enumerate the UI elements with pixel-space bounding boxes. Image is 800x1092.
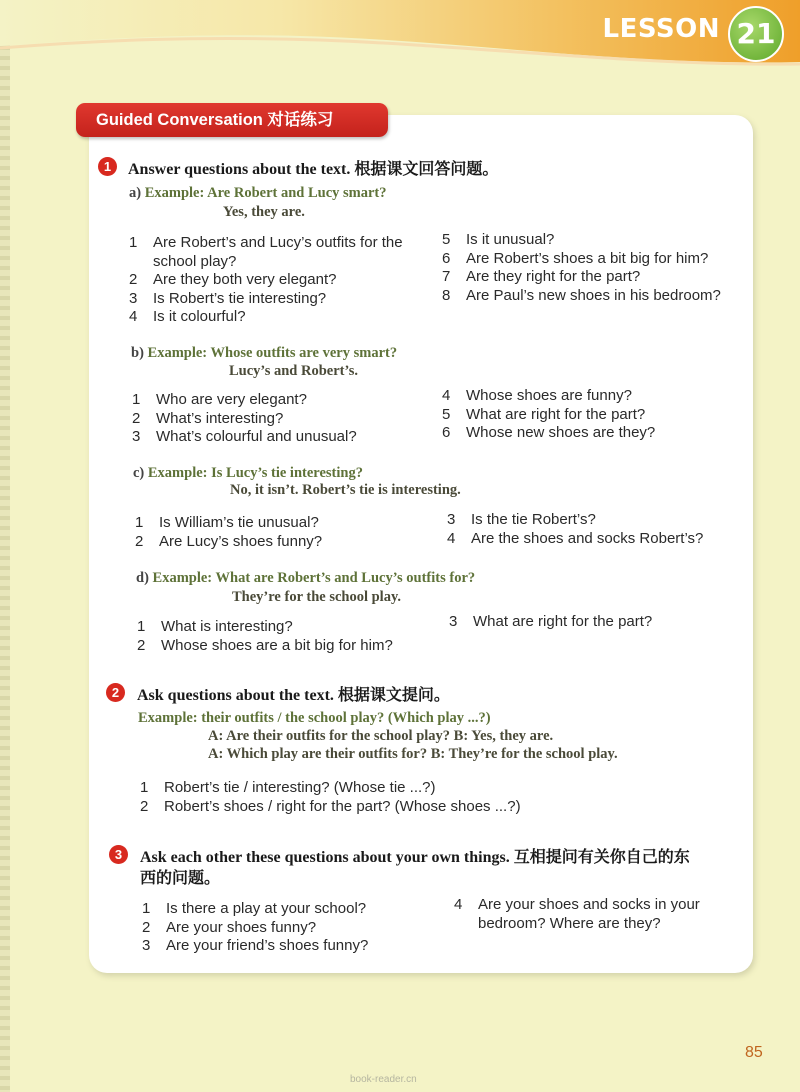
exercise-2-items xyxy=(140,778,521,816)
section-tab: Guided Conversation 对话练习 xyxy=(76,103,388,137)
page-binding-edge xyxy=(0,0,10,1092)
questions-b-right xyxy=(442,387,655,443)
watermark: book-reader.cn xyxy=(350,1074,417,1085)
exercise-2-heading: Ask questions about the text. 根据课文提问。 xyxy=(137,687,450,704)
question-item: 1 Is William’s tie unusual? xyxy=(135,514,319,531)
lesson-label: LESSON xyxy=(602,14,720,44)
questions-c-right xyxy=(447,510,703,548)
question-item: 2 Are Lucy’s shoes funny? xyxy=(135,533,323,550)
question-item: 6 Whose new shoes are they? xyxy=(442,424,656,441)
example-a-answer: Yes, they are. xyxy=(223,204,305,220)
exercise-3-left xyxy=(142,900,368,956)
example-d-question: Example: What are Robert’s and Lucy’s outfits for? xyxy=(152,570,476,586)
exercise-1-number: 1 xyxy=(98,157,117,176)
example-a-tag: a) xyxy=(129,185,142,201)
question-item: 1 Are Robert’s and Lucy’s outfits for the xyxy=(129,234,403,251)
question-item: 3 Is Robert’s tie interesting? xyxy=(129,289,327,307)
exercise-3-right xyxy=(454,896,700,933)
questions-d-left xyxy=(137,617,393,655)
exercise-2-answer-1: A: Are their outfits for the school play? B: Yes, they are. xyxy=(208,728,554,744)
questions-c-left xyxy=(135,513,322,551)
lesson-banner xyxy=(0,0,800,70)
question-item: 8 Are Paul’s new shoes in his bedroom? xyxy=(442,286,721,304)
example-c-question: Example: Is Lucy’s tie interesting? xyxy=(147,465,363,481)
question-item: 2 Whose shoes are a bit big for him? xyxy=(137,637,393,654)
question-item: 5 What are right for the part? xyxy=(442,405,646,423)
example-c-answer: No, it isn’t. Robert’s tie is interesting. xyxy=(230,482,461,498)
question-item: 3 Is the tie Robert’s? xyxy=(447,511,596,528)
question-item: 4 Whose shoes are funny? xyxy=(442,387,632,404)
example-c xyxy=(133,465,363,482)
question-item: 4 Are the shoes and socks Robert’s? xyxy=(447,530,704,547)
questions-a-right xyxy=(442,231,721,305)
example-b xyxy=(131,345,397,362)
example-a xyxy=(129,185,387,202)
exercise-2-example: Example: their outfits / the school play? (Which play ...?) xyxy=(138,710,491,726)
questions-b-left xyxy=(132,391,357,447)
example-b-answer: Lucy’s and Robert’s. xyxy=(229,363,359,379)
question-item: 2 Are they both very elegant? xyxy=(129,271,337,288)
question-item: 4 Are your shoes and socks in your xyxy=(454,896,700,913)
exercise-2-number: 2 xyxy=(106,683,125,702)
example-b-tag: b) xyxy=(131,345,144,361)
question-item: 3 What’s colourful and unusual? xyxy=(132,428,357,445)
questions-d-right xyxy=(449,612,652,631)
page-number: 85 xyxy=(745,1044,763,1061)
exercise-3-heading-line-2: 西的问题。 xyxy=(140,870,221,887)
exercise-1-heading: Answer questions about the text. 根据课文回答问题。 xyxy=(128,161,499,178)
exercise-2-answer-2: A: Which play are their outfits for? B: They’re for the school play. xyxy=(208,746,618,762)
question-item: 2 Are your shoes funny? xyxy=(142,918,317,936)
question-item: 1 Is there a play at your school? xyxy=(142,900,367,917)
exercise-3-number: 3 xyxy=(109,845,128,864)
example-b-question: Example: Whose outfits are very smart? xyxy=(147,345,398,361)
question-item: 7 Are they right for the part? xyxy=(442,268,641,285)
question-item: 1 Who are very elegant? xyxy=(132,391,307,408)
example-a-question: Example: Are Robert and Lucy smart? xyxy=(144,185,387,201)
question-item: 2 What’s interesting? xyxy=(132,409,284,427)
question-item: 1 Robert’s tie / interesting? (Whose tie ...?) xyxy=(140,779,436,796)
question-item: 1 What is interesting? xyxy=(137,618,293,635)
example-d xyxy=(136,570,475,587)
question-item: 6 Are Robert’s shoes a bit big for him? xyxy=(442,249,709,267)
example-d-answer: They’re for the school play. xyxy=(232,589,402,605)
question-item: 2 Robert’s shoes / right for the part? (Whose shoes ...?) xyxy=(140,798,521,815)
example-c-tag: c) xyxy=(133,465,145,481)
lesson-number-badge: 21 xyxy=(728,6,784,62)
question-item: 4 Is it colourful? xyxy=(129,308,246,325)
question-item: bedroom? Where are they? xyxy=(478,914,661,932)
questions-a-left xyxy=(129,234,403,327)
question-item: 3 Are your friend’s shoes funny? xyxy=(142,937,369,954)
question-item: school play? xyxy=(153,252,237,270)
question-item: 5 Is it unusual? xyxy=(442,231,555,248)
example-d-tag: d) xyxy=(136,570,149,586)
exercise-3-heading-line-1: Ask each other these questions about your own things. 互相提问有关你自己的东 xyxy=(140,849,690,866)
question-item: 3 What are right for the part? xyxy=(449,613,653,630)
